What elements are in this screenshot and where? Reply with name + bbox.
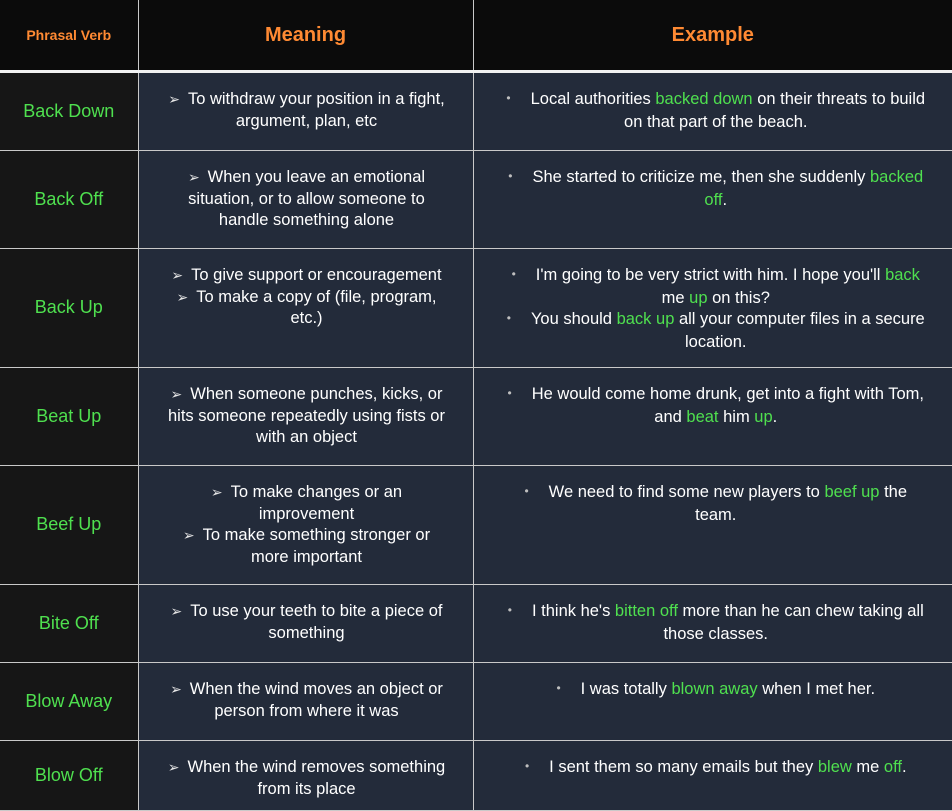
header-verb: Phrasal Verb — [0, 0, 138, 72]
meaning-text: To make a copy of (file, program, etc.) — [196, 287, 437, 327]
example-text: him — [718, 407, 755, 426]
example-text: on this? — [707, 288, 770, 307]
example-cell — [473, 466, 952, 585]
table-row — [0, 368, 952, 466]
meaning-text: To give support or encouragement — [191, 266, 442, 284]
table-row — [0, 466, 952, 585]
example-text: I'm going to be very strict with him. I hope you'll — [535, 266, 886, 284]
highlighted-phrase: blown away — [671, 680, 758, 698]
arrow-bullet-icon: ➢ — [182, 527, 195, 543]
highlighted-phrase: backed down — [655, 90, 753, 108]
table-row — [0, 741, 952, 811]
phrasal-verb-cell: Back Off — [0, 151, 138, 249]
table-row — [0, 249, 952, 368]
example-cell — [473, 368, 952, 466]
arrow-bullet-icon: ➢ — [167, 759, 180, 775]
example-text: when I met her. — [757, 680, 876, 698]
highlighted-phrase: bitten off — [614, 602, 678, 620]
example-item — [504, 309, 929, 353]
arrow-bullet-icon: ➢ — [171, 267, 184, 283]
example-text: She started to criticize me, then she suddenly — [532, 168, 870, 186]
highlighted-phrase: back — [885, 266, 920, 284]
phrasal-verb-cell: Blow Away — [0, 663, 138, 741]
table-row — [0, 585, 952, 663]
header-example: Example — [473, 0, 952, 72]
highlighted-phrase: blew — [817, 758, 852, 776]
meaning-text: When someone punches, kicks, or hits someone repeatedly using fists or with an object — [168, 385, 445, 446]
highlighted-phrase: beat — [686, 407, 719, 426]
meaning-item — [163, 265, 451, 287]
arrow-bullet-icon: ➢ — [168, 91, 180, 107]
phrasal-verb-cell: Back Down — [0, 72, 138, 151]
example-text: Local authorities — [530, 90, 656, 108]
example-text: . — [901, 758, 907, 776]
example-cell — [473, 72, 952, 151]
example-text: . — [722, 190, 728, 209]
example-text: me — [661, 288, 690, 307]
header-meaning: Meaning — [138, 0, 473, 72]
highlighted-phrase: back up — [616, 310, 675, 328]
example-cell — [473, 249, 952, 368]
example-text: I was totally — [580, 680, 672, 698]
meaning-item — [163, 482, 451, 525]
phrasal-verb-cell: Beat Up — [0, 368, 138, 466]
example-cell — [473, 151, 952, 249]
meaning-text: To use your teeth to bite a piece of something — [190, 602, 443, 642]
example-text: all your computer files in a secure location. — [674, 310, 925, 351]
phrasal-verb-cell: Beef Up — [0, 466, 138, 585]
header-row — [0, 0, 952, 72]
example-item — [504, 482, 929, 526]
example-text: We need to find some new players to — [548, 483, 825, 501]
arrow-bullet-icon: ➢ — [170, 681, 182, 697]
arrow-bullet-icon: ➢ — [210, 484, 223, 500]
example-item — [504, 757, 929, 780]
meaning-text: To make changes or an improvement — [230, 483, 403, 523]
table-row — [0, 663, 952, 741]
meaning-cell — [138, 663, 473, 741]
meaning-text: To make something stronger or more important — [202, 526, 431, 566]
table-body — [0, 72, 952, 811]
meaning-cell — [138, 72, 473, 151]
phrasal-verb-cell: Blow Off — [0, 741, 138, 811]
meaning-item — [163, 167, 451, 232]
highlighted-phrase: up — [754, 407, 773, 426]
meaning-item — [163, 601, 451, 644]
example-cell — [473, 741, 952, 811]
meaning-text: To withdraw your position in a fight, argument, plan, etc — [187, 90, 445, 130]
arrow-bullet-icon: ➢ — [170, 386, 183, 402]
example-text: on their threats to build on that part of the beach. — [624, 90, 926, 131]
dot-bullet-icon: • — [524, 484, 529, 498]
dot-bullet-icon: • — [511, 267, 516, 281]
meaning-item — [163, 384, 451, 449]
example-text: I think he's — [531, 602, 615, 620]
meaning-text: When you leave an emotional situation, or to allow someone to handle something alone — [188, 168, 426, 229]
meaning-cell — [138, 368, 473, 466]
example-cell — [473, 585, 952, 663]
example-item — [504, 679, 929, 702]
dot-bullet-icon: • — [506, 311, 511, 325]
example-item — [504, 601, 929, 645]
example-text: He would come home drunk, get into a fight with Tom, and — [531, 385, 924, 426]
dot-bullet-icon: • — [508, 169, 513, 183]
table-row — [0, 72, 952, 151]
highlighted-phrase: off — [883, 758, 902, 776]
highlighted-phrase: backed off — [704, 168, 924, 209]
meaning-text: When the wind moves an object or person from where it was — [189, 680, 443, 720]
meaning-item — [163, 525, 451, 568]
highlighted-phrase: beef up — [824, 483, 880, 501]
example-item — [504, 384, 929, 428]
example-text: . — [772, 407, 778, 426]
arrow-bullet-icon: ➢ — [170, 603, 183, 619]
example-text: I sent them so many emails but they — [549, 758, 818, 776]
meaning-item — [163, 757, 451, 800]
arrow-bullet-icon: ➢ — [187, 169, 200, 185]
example-text: more than he can chew taking all those classes. — [663, 602, 924, 643]
arrow-bullet-icon: ➢ — [176, 288, 189, 305]
dot-bullet-icon: • — [524, 759, 530, 773]
table-row — [0, 151, 952, 249]
meaning-cell — [138, 585, 473, 663]
example-item — [504, 265, 929, 309]
meaning-item — [163, 89, 451, 132]
meaning-text: When the wind removes something from its place — [187, 758, 446, 798]
meaning-cell — [138, 741, 473, 811]
meaning-cell — [138, 466, 473, 585]
phrasal-verb-cell: Back Up — [0, 249, 138, 368]
dot-bullet-icon: • — [507, 603, 512, 617]
example-cell — [473, 663, 952, 741]
dot-bullet-icon: • — [506, 91, 511, 105]
example-item — [504, 167, 929, 211]
meaning-cell — [138, 151, 473, 249]
example-item — [504, 89, 929, 133]
highlighted-phrase: up — [689, 288, 708, 307]
dot-bullet-icon: • — [507, 386, 512, 400]
phrasal-verb-cell: Bite Off — [0, 585, 138, 663]
meaning-item — [163, 679, 451, 722]
example-text: You should — [530, 310, 617, 328]
example-text: the team. — [695, 483, 908, 524]
meaning-cell — [138, 249, 473, 368]
meaning-item — [163, 287, 451, 330]
example-text: me — [851, 758, 884, 776]
dot-bullet-icon: • — [556, 681, 561, 695]
